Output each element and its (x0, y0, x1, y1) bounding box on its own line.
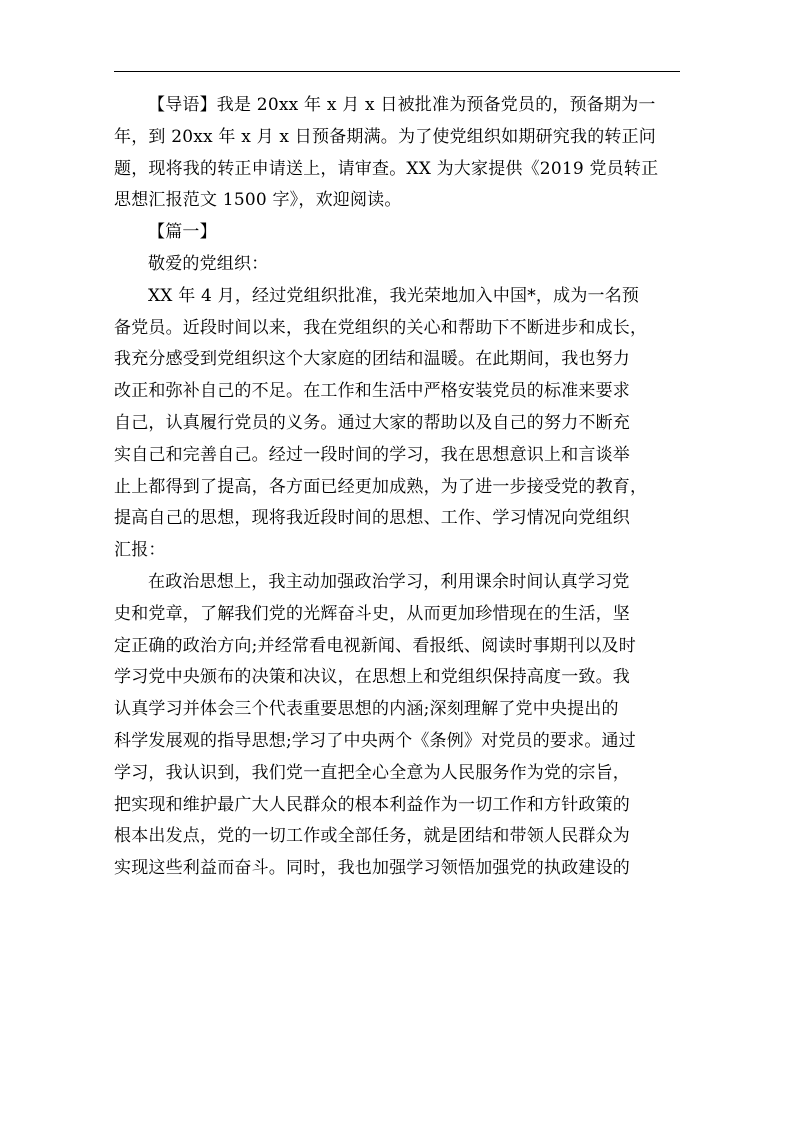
text-line: 学习，我认识到，我们党一直把全心全意为人民服务作为党的宗旨， (114, 762, 630, 783)
text-line: 我充分感受到党组织这个大家庭的团结和温暖。在此期间，我也努力 (114, 349, 630, 370)
text-line: 在政治思想上，我主动加强政治学习，利用课余时间认真学习党 (148, 571, 630, 592)
text-line: XX 年 4 月，经过党组织批准，我光荣地加入中国*，成为一名预 (148, 285, 640, 306)
text-line: 汇报： (114, 540, 166, 561)
header-rule (114, 71, 680, 72)
text-line: 止上都得到了提高，各方面已经更加成熟，为了进一步接受党的教育， (114, 476, 648, 497)
text-line: 题，现将我的转正申请送上，请审查。XX 为大家提供《2019 党员转正 (114, 158, 659, 179)
body-paragraph (114, 567, 680, 885)
section-heading (114, 217, 680, 249)
text-line: 改正和弥补自己的不足。在工作和生活中严格安装党员的标准来要求 (114, 381, 630, 402)
text-line: 定正确的政治方向;并经常看电视新闻、看报纸、阅读时事期刊以及时 (114, 635, 636, 656)
text-line: 实自己和完善自己。经过一段时间的学习，我在思想意识上和言谈举 (114, 444, 630, 465)
text-line: 史和党章，了解我们党的光辉奋斗史，从而更加珍惜现在的生活，坚 (114, 603, 630, 624)
intro-paragraph (114, 90, 680, 217)
text-line: 根本出发点，党的一切工作或全部任务，就是团结和带领人民群众为 (114, 826, 630, 847)
text-line: 思想汇报范文 1500 字》，欢迎阅读。 (114, 190, 402, 211)
text-line: 【篇一】 (148, 222, 217, 243)
text-line: 敬爱的党组织： (148, 253, 269, 274)
text-line: 年，到 20xx 年 x 月 x 日预备期满。为了使党组织如期研究我的转正问 (114, 126, 657, 147)
text-line: 【导语】我是 20xx 年 x 月 x 日被批准为预备党员的，预备期为一 (148, 95, 656, 115)
text-line: 自己，认真履行党员的义务。通过大家的帮助以及自己的努力不断充 (114, 412, 630, 433)
text-line: 学习党中央颁布的决策和决议，在思想上和党组织保持高度一致。我 (114, 667, 630, 688)
text-line: 把实现和维护最广大人民群众的根本利益作为一切工作和方针政策的 (114, 794, 630, 815)
text-line: 备党员。近段时间以来，我在党组织的关心和帮助下不断进步和成长， (114, 317, 648, 338)
text-line: 实现这些利益而奋斗。同时，我也加强学习领悟加强党的执政建设的 (114, 858, 630, 879)
body-paragraph (114, 281, 680, 567)
text-line: 认真学习并体会三个代表重要思想的内涵;深刻理解了党中央提出的 (114, 699, 619, 720)
salutation (114, 249, 680, 281)
text-line: 科学发展观的指导思想;学习了中央两个《条例》对党员的要求。通过 (114, 730, 636, 751)
document-body (114, 90, 680, 885)
text-line: 提高自己的思想，现将我近段时间的思想、工作、学习情况向党组织 (114, 508, 630, 529)
